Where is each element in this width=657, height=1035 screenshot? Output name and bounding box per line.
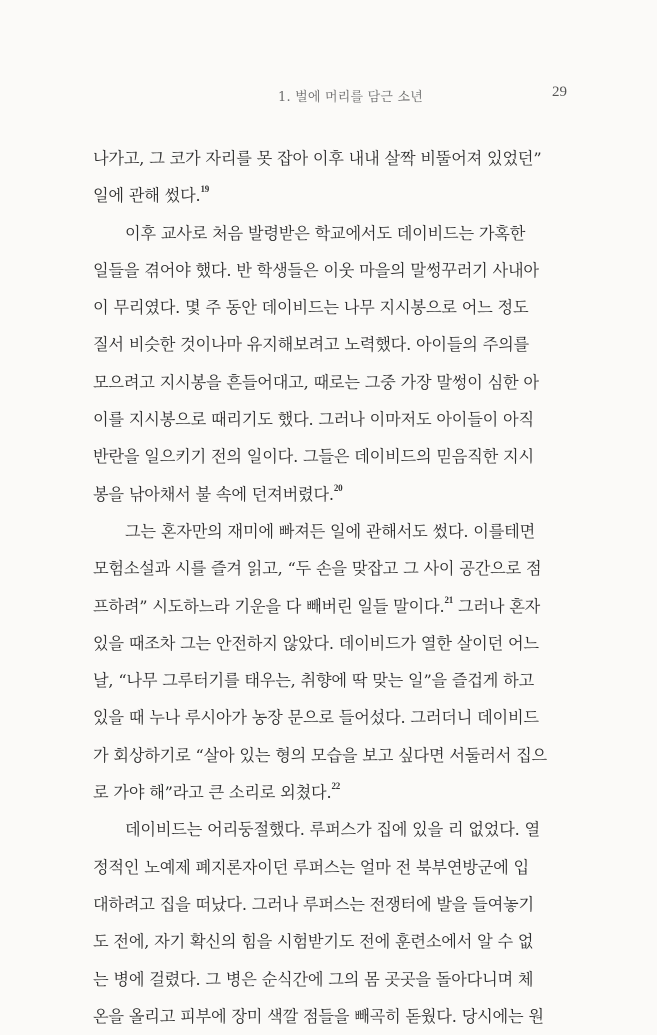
- line-text: 날, “나무 그루터기를 태우는, 취향에 딱 맞는 일”을 즐겁게 하고: [93, 671, 535, 691]
- line-text: 는 병에 걸렸다. 그 병은 순식간에 그의 몸 곳곳을 돌아다니며 체: [93, 969, 534, 989]
- line-text: 있을 때조차 그는 안전하지 않았다. 데이비드가 열한 살이던 어느: [93, 633, 539, 653]
- text-line: [93, 326, 575, 363]
- line-text: 그는 혼자만의 재미에 빠져든 일에 관해서도 썼다. 이를테면: [125, 521, 536, 541]
- text-line: [93, 140, 575, 177]
- line-text: 질서 비슷한 것이나마 유지해보려고 노력했다. 아이들의 주의를: [93, 335, 529, 355]
- line-text-after: 그러나 혼자: [453, 596, 541, 616]
- text-line: [93, 923, 575, 960]
- footnote-ref: 21: [444, 594, 454, 605]
- text-line: [93, 364, 575, 401]
- text-line: [93, 961, 575, 998]
- text-line: [93, 737, 575, 774]
- line-text: 모험소설과 시를 즐겨 읽고, “두 손을 맞잡고 그 사이 공간으로 점: [93, 559, 542, 579]
- line-text: 프하려” 시도하느라 기운을 다 빼버린 일들 말이다.: [93, 596, 445, 616]
- line-text: 온을 올리고 피부에 장미 색깔 점들을 빼곡히 돋웠다. 당시에는 원: [93, 1006, 544, 1026]
- running-head-title: 1. 벌에 머리를 담근 소년: [278, 90, 423, 105]
- line-text: 반란을 일으키기 전의 일이다. 그들은 데이비드의 믿음직한 지시: [93, 447, 534, 467]
- text-line: [93, 476, 575, 513]
- text-line: [93, 811, 575, 848]
- text-line: [93, 588, 575, 625]
- line-text: 로 가야 해”라고 큰 소리로 외쳤다.: [93, 783, 332, 803]
- line-text: 이 무리였다. 몇 주 동안 데이비드는 나무 지시봉으로 어느 정도: [93, 298, 529, 318]
- body-text: [93, 140, 575, 1035]
- page-number: 29: [552, 84, 567, 100]
- text-line: [93, 401, 575, 438]
- text-line: [93, 886, 575, 923]
- line-text: 이를 지시봉으로 때리기도 했다. 그러나 이마저도 아이들이 아직: [93, 410, 534, 430]
- line-text: 일에 관해 썼다.: [93, 186, 201, 206]
- line-text: 모으려고 지시봉을 흔들어대고, 때로는 그중 가장 말썽이 심한 아: [93, 372, 539, 392]
- text-line: [93, 289, 575, 326]
- line-text: 봉을 낚아채서 불 속에 던져버렸다.: [93, 484, 334, 504]
- line-text: 대하려고 집을 떠났다. 그러나 루퍼스는 전쟁터에 발을 들여놓기: [93, 894, 534, 914]
- text-line: [93, 438, 575, 475]
- text-line: [93, 998, 575, 1035]
- line-text: 도 전에, 자기 확신의 힘을 시험받기도 전에 훈련소에서 알 수 없: [93, 932, 534, 952]
- text-line: [93, 699, 575, 736]
- line-text: 나가고, 그 코가 자리를 못 잡아 이후 내내 살짝 비뚤어져 있었던”: [93, 149, 542, 168]
- text-line: [93, 625, 575, 662]
- text-line: [93, 550, 575, 587]
- text-line: [93, 662, 575, 699]
- footnote-ref: 22: [331, 781, 341, 792]
- line-text: 일들을 겪어야 했다. 반 학생들은 이웃 마을의 말썽꾸러기 사내아: [93, 260, 539, 280]
- text-line: [93, 177, 575, 214]
- line-text: 데이비드는 어리둥절했다. 루퍼스가 집에 있을 리 없었다. 열: [125, 820, 540, 840]
- text-line: [93, 774, 575, 811]
- line-text: 이후 교사로 처음 발령받은 학교에서도 데이비드는 가혹한: [125, 223, 526, 243]
- text-line: [93, 215, 575, 252]
- footnote-ref: 20: [333, 482, 343, 493]
- line-text: 있을 때 누나 루시아가 농장 문으로 들어섰다. 그러더니 데이비드: [93, 708, 539, 728]
- text-line: [93, 849, 575, 886]
- line-text: 정적인 노예제 폐지론자이던 루퍼스는 얼마 전 북부연방군에 입: [93, 857, 529, 877]
- text-line: [93, 252, 575, 289]
- footnote-ref: 19: [200, 184, 210, 195]
- line-text: 가 회상하기로 “살아 있는 형의 모습을 보고 싶다면 서둘러서 집으: [93, 745, 547, 765]
- text-line: [93, 513, 575, 550]
